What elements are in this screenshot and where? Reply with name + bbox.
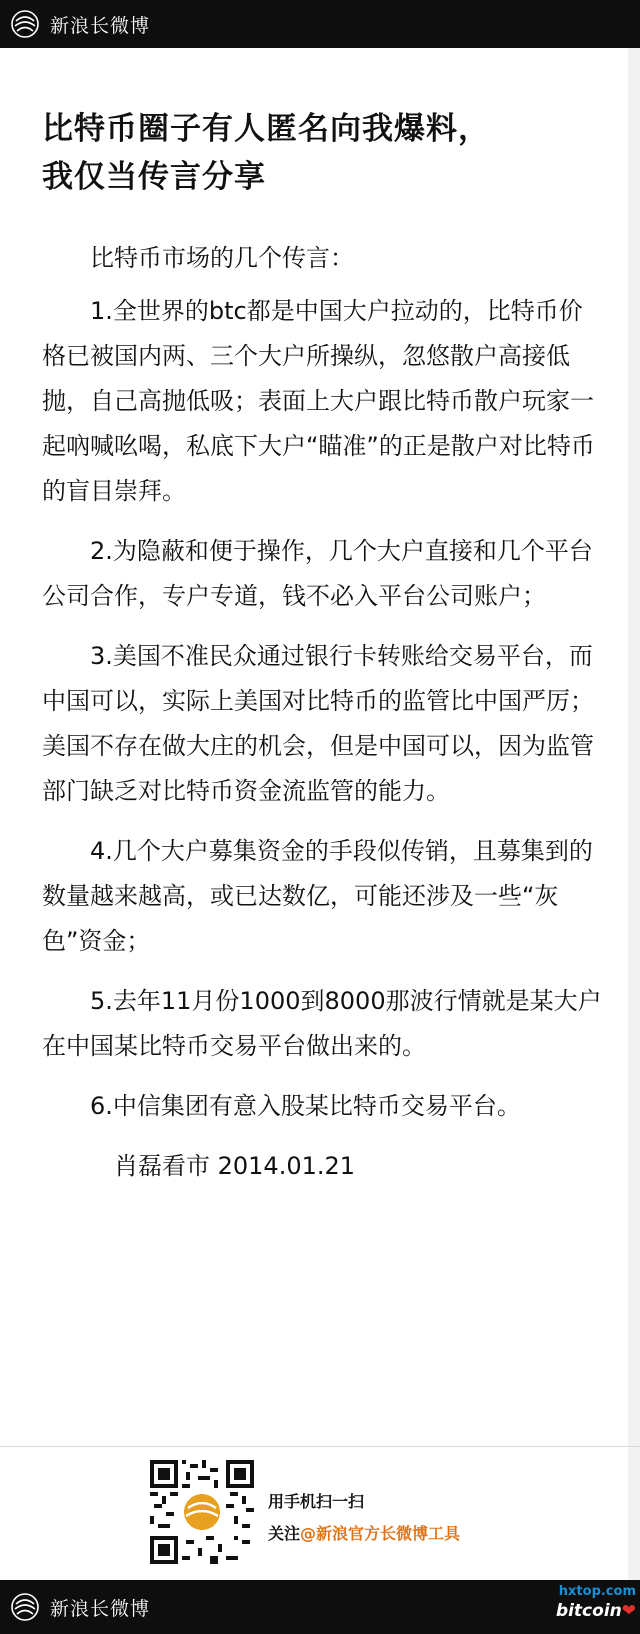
article-intro: 比特币市场的几个传言： bbox=[90, 244, 354, 272]
article-title bbox=[42, 105, 602, 201]
title-line-2: 我仅当传言分享 bbox=[42, 159, 266, 195]
article-paragraph: 2.为隐蔽和便于操作，几个大户直接和几个平台公司合作，专户专道，钱不必入平台公司账户； bbox=[42, 537, 593, 610]
site-watermark bbox=[540, 1584, 636, 1632]
footer-brand-name: 新浪长微博 bbox=[50, 1597, 151, 1620]
article-paragraph: 6.中信集团有意入股某比特币交易平台。 bbox=[90, 1092, 521, 1120]
side-strip bbox=[628, 48, 640, 1580]
footer-divider bbox=[0, 1446, 640, 1447]
qr-code-icon[interactable] bbox=[150, 1460, 254, 1564]
article-paragraph: 5.去年11月份1000到8000那波行情就是某大户在中国某比特币交易平台做出来的。 bbox=[42, 987, 602, 1060]
watermark-word: bitcoin bbox=[555, 1601, 622, 1621]
article-body bbox=[42, 236, 606, 1204]
brand-name: 新浪长微博 bbox=[50, 14, 151, 37]
scan-text: 用手机扫一扫 bbox=[268, 1492, 365, 1511]
qr-caption bbox=[268, 1486, 460, 1550]
article-paragraph: 3.美国不准民众通过银行卡转账给交易平台，而中国可以，实际上美国对比特币的监管比中国严厉； 美国不存在做大庄的机会，但是中国可以，因为监管部门缺乏对比特币资金流监管的能力。 bbox=[42, 642, 606, 805]
heart-icon: ❤ bbox=[621, 1601, 636, 1621]
watermark-site: hxtop.com bbox=[558, 1584, 636, 1599]
title-line-1: 比特币圈子有人匿名向我爆料， bbox=[42, 111, 490, 147]
top-brand-bar bbox=[0, 0, 640, 48]
article-paragraph: 1.全世界的btc都是中国大户拉动的，比特币价格已被国内两、三个大户所操纵，忽悠散户高接低抛，自己高抛低吸；表面上大户跟比特币散户玩家一起吶喊吆喝，私底下大户“瞄准”的正是散户对比特币的盲目崇拜。 bbox=[42, 297, 595, 505]
sina-weibo-logo-icon bbox=[10, 1592, 40, 1622]
official-account-link[interactable]: @新浪官方长微博工具 bbox=[300, 1524, 461, 1543]
sina-weibo-logo-icon bbox=[10, 9, 40, 39]
article-signature: 肖磊看市 2014.01.21 bbox=[114, 1152, 356, 1180]
follow-line bbox=[268, 1518, 460, 1550]
watermark-text bbox=[540, 1600, 636, 1622]
follow-prefix: 关注 bbox=[268, 1524, 301, 1543]
article-paragraph: 4.几个大户募集资金的手段似传销，且募集到的数量越来越高，或已达数亿，可能还涉及一些“灰色”资金； bbox=[42, 837, 593, 955]
